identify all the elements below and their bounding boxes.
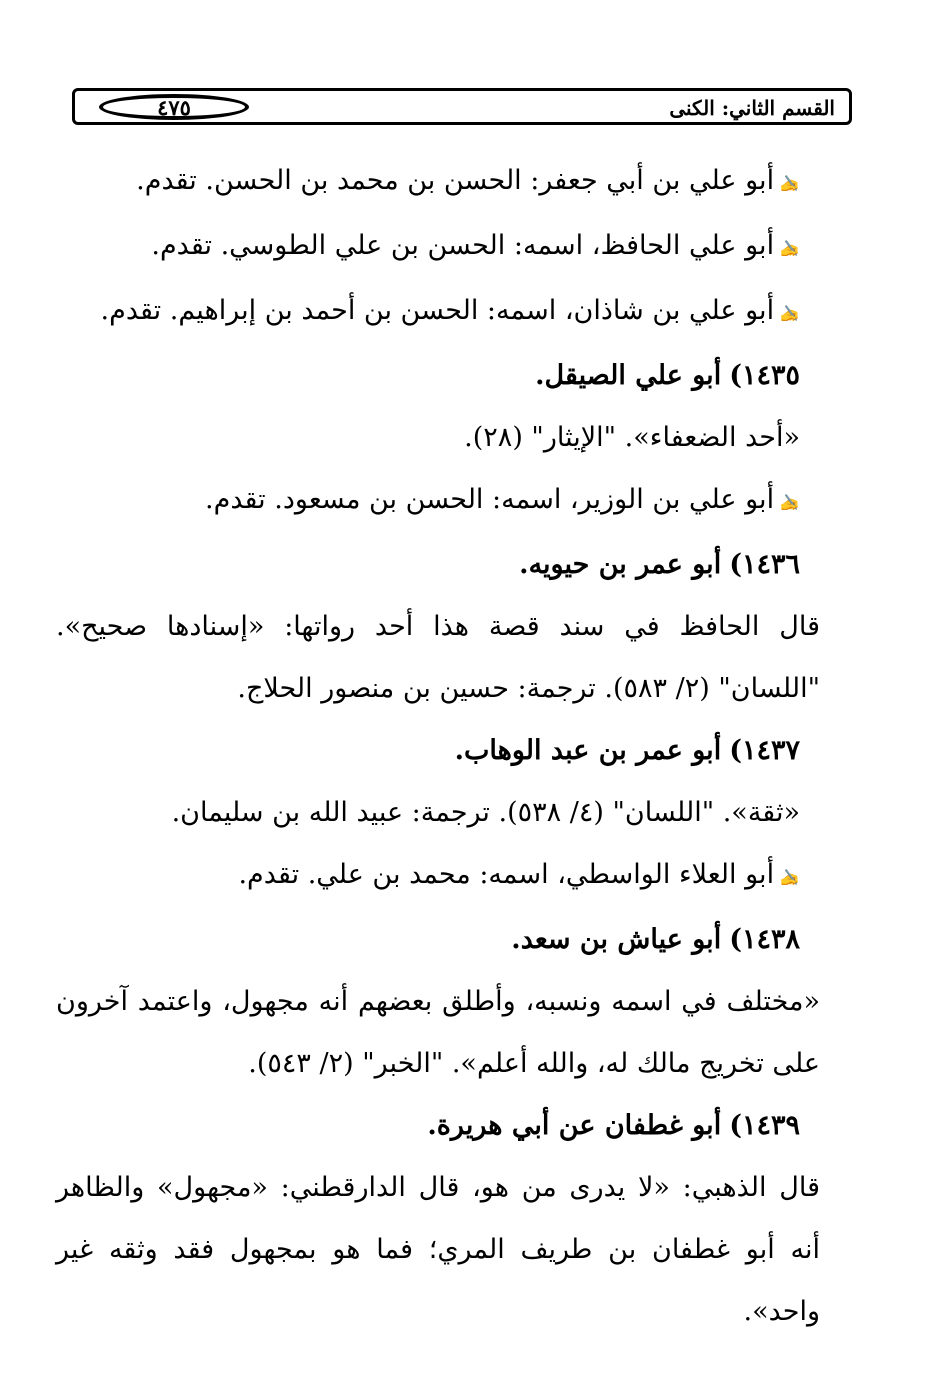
page-number: ٤٧٥ xyxy=(157,94,191,120)
entry-number: ١٤٣٦) xyxy=(729,549,800,580)
reference-text: أبو علي بن أبي جعفر: الحسن بن محمد بن الحسن. تقدم. xyxy=(136,165,775,196)
entry-heading xyxy=(56,909,820,971)
cross-reference xyxy=(56,150,820,215)
reference-text: أبو العلاء الواسطي، اسمه: محمد بن علي. تقدم. xyxy=(238,859,775,890)
reference-text: أبو علي بن شاذان، اسمه: الحسن بن أحمد بن إبراهيم. تقدم. xyxy=(100,295,775,326)
entry-number: ١٤٣٨) xyxy=(729,924,800,955)
entry-number: ١٤٣٧) xyxy=(729,735,800,766)
entry-name: أبو عمر بن حيويه. xyxy=(519,549,722,580)
page-number-badge xyxy=(99,94,249,120)
entry-body: «مختلف في اسمه ونسبه، وأطلق بعضهم أنه مجهول، واعتمد آخرون على تخريج مالك له، والله أعلم». "الخبر" (٢/ ٥٤٣). xyxy=(56,986,820,1079)
pen-icon: ✍ xyxy=(780,868,800,887)
pen-icon: ✍ xyxy=(780,493,800,512)
pen-icon: ✍ xyxy=(780,304,800,323)
pen-icon: ✍ xyxy=(780,239,800,258)
entry-body: «أحد الضعفاء». "الإيثار" (٢٨). xyxy=(464,422,800,453)
entry-name: أبو عياش بن سعد. xyxy=(511,924,722,955)
entry-body: قال الذهبي: «لا يدرى من هو، قال الدارقطني: «مجهول» والظاهر أنه أبو غطفان بن طريف المري؛ فما هو بمجهول فقد وثقه غير واحد». xyxy=(56,1172,820,1327)
cross-reference xyxy=(56,280,820,345)
cross-reference xyxy=(56,469,820,534)
entry-number: ١٤٣٩) xyxy=(729,1110,800,1141)
entry-heading xyxy=(56,534,820,596)
cross-reference xyxy=(56,215,820,280)
running-header xyxy=(72,88,852,125)
cross-reference xyxy=(56,844,820,909)
entry-name: أبو عمر بن عبد الوهاب. xyxy=(454,735,722,766)
entry-name: أبو علي الصيقل. xyxy=(535,360,722,391)
entry-body: «ثقة». "اللسان" (٤/ ٥٣٨). ترجمة: عبيد الله بن سليمان. xyxy=(171,797,800,828)
reference-text: أبو علي بن الوزير، اسمه: الحسن بن مسعود. تقدم. xyxy=(205,484,775,515)
section-title: القسم الثاني: الكنى xyxy=(669,96,835,120)
entry-heading xyxy=(56,345,820,407)
page-body xyxy=(56,150,820,1343)
entry-number: ١٤٣٥) xyxy=(729,360,800,391)
entry-heading xyxy=(56,720,820,782)
entry-heading xyxy=(56,1095,820,1157)
pen-icon: ✍ xyxy=(780,174,800,193)
entry-name: أبو غطفان عن أبي هريرة. xyxy=(427,1110,722,1141)
entry-body: قال الحافظ في سند قصة هذا أحد رواتها: «إسنادها صحيح». "اللسان" (٢/ ٥٨٣). ترجمة: حسين بن منصور الحلاج. xyxy=(56,611,820,704)
reference-text: أبو علي الحافظ، اسمه: الحسن بن علي الطوسي. تقدم. xyxy=(151,230,775,261)
